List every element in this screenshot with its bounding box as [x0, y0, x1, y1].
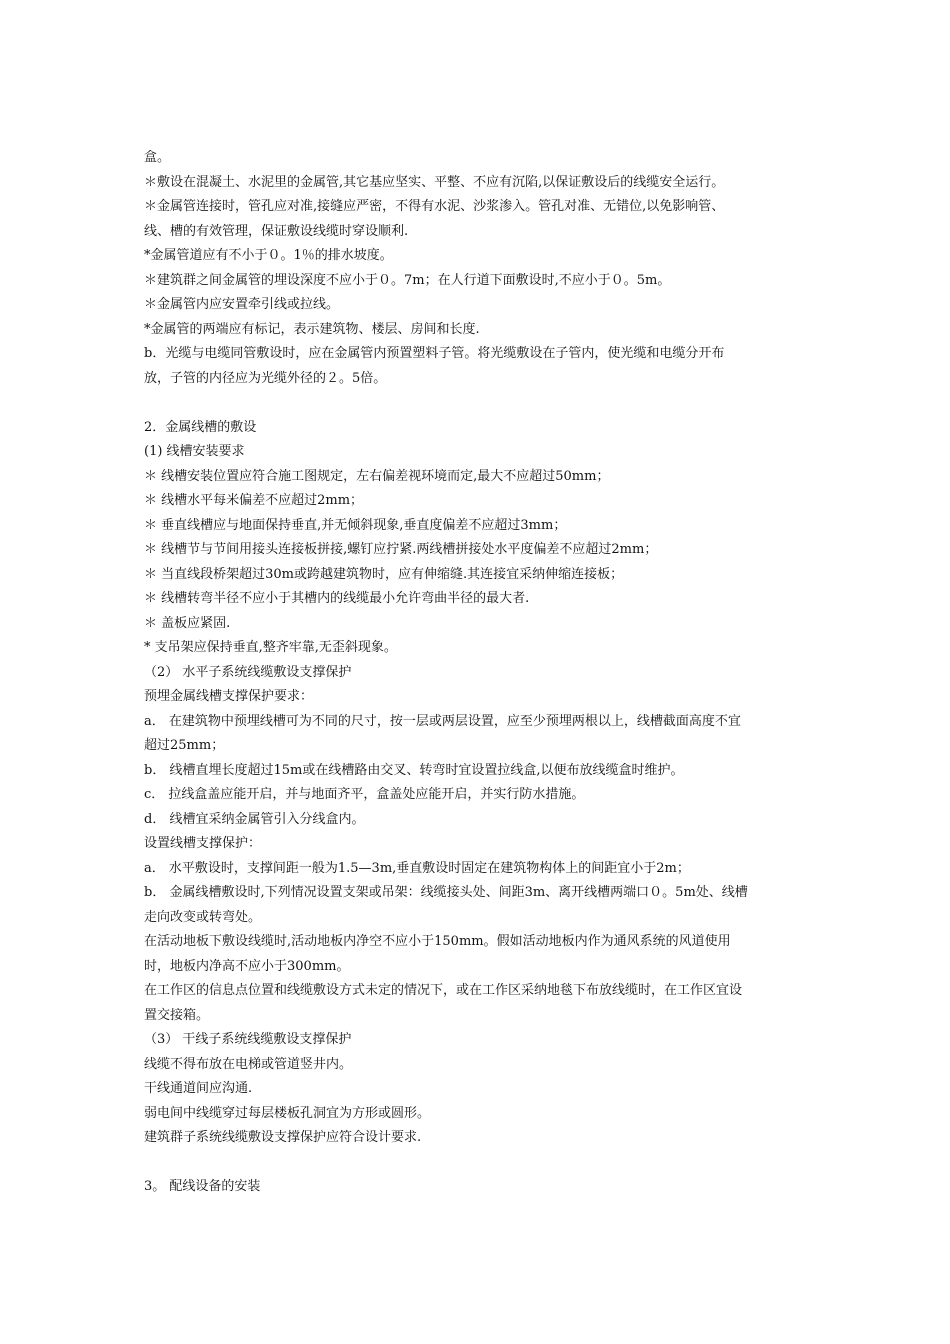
text-line: （2） 水平子系统线缆敷设支撑保护: [144, 664, 352, 680]
document-body: [144, 146, 812, 1200]
text-line: 在工作区的信息点位置和线缆敷设方式未定的情况下，或在工作区采纳地毯下布放线缆时，在工作区宜设: [144, 983, 743, 998]
text-line: （3） 干线子系统线缆敷设支撑保护: [144, 1032, 352, 1047]
text-line: *金属管的两端应有标记，表示建筑物、楼层、房间和长度.: [144, 321, 480, 337]
text-line: a． 水平敷设时，支撑间距一般为1.5—3m,垂直敷设时固定在建筑物构体上的间距宜小于2m；: [144, 860, 690, 876]
text-line: 放，子管的内径应为光缆外径的２。5倍。: [144, 370, 387, 386]
text-line: 干线通道间应沟通.: [144, 1081, 253, 1096]
text-line: 盒。: [144, 150, 171, 165]
text-line: 线缆不得布放在电梯或管道竖井内。: [144, 1056, 353, 1072]
metal-trunking-section: [144, 416, 812, 1151]
text-line: ＊ 盖板应紧固.: [144, 615, 231, 631]
metal-pipe-section: [144, 146, 812, 391]
text-line: ＊ 垂直线槽应与地面保持垂直,并无倾斜现象,垂直度偏差不应超过3mm；: [144, 517, 567, 533]
text-line: a． 在建筑物中预埋线槽可为不同的尺寸，按一层或两层设置，应至少预埋两根以上，线槽截面高度不宜: [144, 713, 741, 729]
text-line: 3。 配线设备的安装: [144, 1179, 261, 1194]
text-line: ＊金属管内应安置牵引线或拉线。: [144, 297, 340, 312]
text-line: b． 线槽直埋长度超过15m或在线槽路由交叉、转弯时宜设置拉线盒,以便布放线缆盒时维护。: [144, 762, 684, 778]
text-line: 在活动地板下敷设线缆时,活动地板内净空不应小于150mm。假如活动地板内作为通风系统的风道使用: [144, 934, 731, 949]
text-line: ＊ 线槽转弯半径不应小于其槽内的线缆最小允许弯曲半径的最大者.: [144, 591, 530, 606]
text-line: ＊ 当直线段桥架超过30m或跨越建筑物时，应有伸缩缝.其连接宜采纳伸缩连接板；: [144, 566, 624, 582]
text-line: ＊ 线槽水平每米偏差不应超过2mm；: [144, 493, 364, 508]
text-line: *金属管道应有不小于０。1％的排水坡度。: [144, 248, 393, 263]
text-line: 预埋金属线槽支撑保护要求：: [144, 689, 314, 704]
paragraph-gap: [144, 391, 812, 416]
text-line: (1) 线槽安装要求: [144, 444, 245, 459]
text-line: ＊建筑群之间金属管的埋设深度不应小于０。7m；在人行道下面敷设时,不应小于０。5m。: [144, 272, 671, 288]
text-line: * 支吊架应保持垂直,整齐牢靠,无歪斜现象。: [144, 640, 397, 655]
text-line: b． 金属线槽敷设时,下列情况设置支架或吊架：线缆接头处、间距3m、离开线槽两端口０。5m处、线槽: [144, 885, 748, 900]
text-line: ＊敷设在混凝土、水泥里的金属管,其它基应坚实、平整、不应有沉陷,以保证敷设后的线缆安全运行。: [144, 174, 725, 190]
distribution-equipment-section: [144, 1175, 812, 1200]
text-line: 超过25mm；: [144, 738, 225, 753]
paragraph-gap: [144, 1151, 812, 1176]
text-line: 设置线槽支撑保护：: [144, 836, 262, 851]
text-line: 线、槽的有效管理，保证敷设线缆时穿设顺利.: [144, 223, 409, 239]
text-line: ＊ 线槽节与节间用接头连接板拼接,螺钉应拧紧.两线槽拼接处水平度偏差不应超过2mm；: [144, 542, 658, 557]
text-line: 2．金属线槽的敷设: [144, 419, 257, 435]
text-line: 弱电间中线缆穿过每层楼板孔洞宜为方形或圆形。: [144, 1105, 431, 1121]
text-line: 时，地板内净高不应小于300mm。: [144, 958, 350, 974]
text-line: c． 拉线盒盖应能开启，并与地面齐平，盒盖处应能开启，并实行防水措施。: [144, 787, 585, 802]
text-line: ＊金属管连接时，管孔应对准,接缝应严密，不得有水泥、沙浆渗入。管孔对准、无错位,以免影响管、: [144, 199, 725, 214]
text-line: ＊ 线槽安装位置应符合施工图规定，左右偏差视环境而定,最大不应超过50mm；: [144, 468, 610, 484]
text-line: 走向改变或转弯处。: [144, 909, 262, 925]
text-line: 置交接箱。: [144, 1007, 210, 1023]
text-line: b．光缆与电缆同管敷设时，应在金属管内预置塑料子管。将光缆敷设在子管内，使光缆和电缆分开布: [144, 346, 725, 361]
text-line: d． 线槽宜采纳金属管引入分线盒内。: [144, 811, 365, 827]
text-line: 建筑群子系统线缆敷设支撑保护应符合设计要求.: [144, 1130, 422, 1145]
